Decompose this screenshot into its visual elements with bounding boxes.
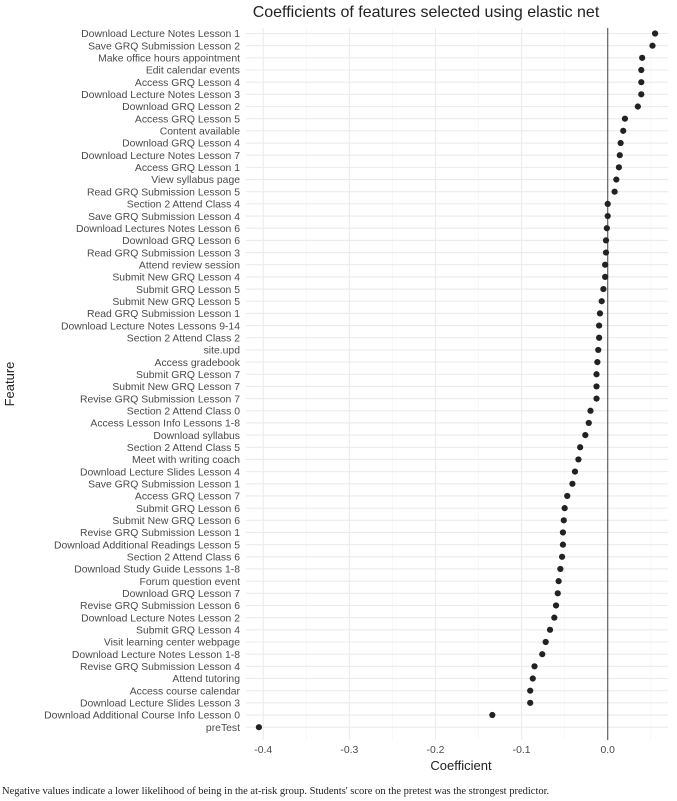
data-point	[622, 116, 628, 122]
y-tick-label: Make office hours appointment	[98, 53, 240, 65]
x-tick-label: -0.1	[512, 745, 531, 756]
y-tick-label: Download GRQ Lesson 6	[122, 236, 240, 248]
data-point	[602, 274, 608, 280]
y-tick-label: Download Lecture Slides Lesson 4	[80, 467, 240, 479]
y-tick-label: Submit GRQ Lesson 7	[136, 369, 240, 381]
y-tick-label: Save GRQ Submission Lesson 4	[88, 211, 240, 223]
data-point	[605, 201, 611, 207]
data-point	[586, 420, 592, 426]
y-tick-label: Submit New GRQ Lesson 7	[112, 382, 240, 394]
data-point	[599, 298, 605, 304]
y-tick-label: Content available	[159, 126, 240, 138]
y-tick-label: Access GRQ Lesson 7	[134, 491, 240, 503]
y-tick-label: Revise GRQ Submission Lesson 4	[80, 662, 240, 674]
y-tick-label: Access GRQ Lesson 4	[134, 77, 240, 89]
data-point	[638, 91, 644, 97]
data-point	[547, 627, 553, 633]
data-point	[593, 396, 599, 402]
data-point	[600, 286, 606, 292]
data-point	[597, 310, 603, 316]
x-tick-label: 0.0	[600, 745, 615, 756]
y-tick-label: Visit learning center webpage	[103, 637, 240, 649]
y-tick-label: Read GRQ Submission Lesson 3	[86, 248, 240, 260]
data-point	[489, 712, 495, 718]
y-tick-label: Submit GRQ Lesson 4	[136, 625, 240, 637]
y-tick-label: Submit GRQ Lesson 6	[136, 503, 240, 515]
y-tick-label: Section 2 Attend Class 6	[126, 552, 240, 564]
y-tick-label: Download Lecture Notes Lesson 1	[81, 29, 240, 41]
data-point	[527, 700, 533, 706]
plot-area	[246, 28, 668, 740]
y-tick-label: Download GRQ Lesson 4	[122, 138, 240, 150]
y-tick-label: Section 2 Attend Class 4	[126, 199, 240, 211]
data-point	[530, 675, 536, 681]
y-tick-label: Download Additional Course Info Lesson 0	[44, 710, 240, 722]
data-point	[587, 408, 593, 414]
data-point	[531, 663, 537, 669]
y-tick-label: site.upd	[203, 345, 240, 357]
data-point	[652, 30, 658, 36]
data-point	[635, 103, 641, 109]
y-tick-label: Submit New GRQ Lesson 4	[112, 272, 240, 284]
data-point	[595, 347, 601, 353]
x-axis-title: Coefficient	[430, 758, 492, 773]
y-tick-label: Attend review session	[138, 260, 240, 272]
y-tick-label: Submit New GRQ Lesson 6	[112, 516, 240, 527]
data-point	[559, 554, 565, 560]
data-point	[569, 481, 575, 487]
y-tick-label: Revise GRQ Submission Lesson 6	[80, 601, 240, 613]
y-tick-label: Read GRQ Submission Lesson 1	[86, 309, 240, 321]
y-tick-label: Download Lecture Notes Lesson 2	[81, 613, 240, 625]
data-point	[593, 383, 599, 389]
y-tick-label: Download Lecture Notes Lesson 3	[81, 90, 240, 102]
data-point	[582, 432, 588, 438]
data-point	[603, 237, 609, 243]
data-point	[553, 602, 559, 608]
y-tick-label: Download GRQ Lesson 2	[122, 102, 240, 114]
data-point	[620, 128, 626, 134]
data-point	[572, 469, 578, 475]
y-tick-label: preTest	[205, 722, 240, 734]
data-point	[560, 542, 566, 548]
y-tick-label: Access GRQ Lesson 1	[134, 163, 240, 175]
y-tick-label: Access gradebook	[154, 357, 240, 369]
grid-lines	[246, 28, 668, 740]
x-tick-label: -0.2	[426, 745, 445, 756]
y-tick-label: Download Study Guide Lessons 1-8	[74, 564, 240, 576]
x-axis-tick-labels	[254, 745, 615, 756]
data-point	[562, 505, 568, 511]
y-tick-label: Download Lecture Notes Lesson 1-8	[71, 649, 240, 661]
data-points	[256, 30, 658, 730]
y-tick-label: Forum question event	[139, 576, 240, 588]
y-tick-label: Revise GRQ Submission Lesson 7	[80, 394, 240, 406]
data-point	[638, 79, 644, 85]
data-point	[543, 639, 549, 645]
data-point	[564, 493, 570, 499]
data-point	[638, 67, 644, 73]
data-point	[551, 615, 557, 621]
y-tick-label: View syllabus page	[151, 175, 240, 187]
y-tick-label: Download syllabus	[153, 430, 240, 442]
chart-title: Coefficients of features selected using elastic net	[252, 4, 600, 21]
data-point	[594, 359, 600, 365]
y-tick-label: Section 2 Attend Class 0	[126, 406, 240, 418]
y-tick-label: Access course calendar	[129, 686, 240, 698]
y-tick-label: Meet with writing coach	[132, 455, 240, 467]
y-tick-label: Save GRQ Submission Lesson 2	[88, 41, 240, 53]
data-point	[560, 529, 566, 535]
y-tick-label: Submit GRQ Lesson 5	[136, 284, 240, 296]
data-point	[604, 225, 610, 231]
y-axis-tick-labels	[44, 29, 241, 734]
y-axis-title: Feature	[2, 361, 17, 407]
data-point	[605, 213, 611, 219]
data-point	[618, 140, 624, 146]
data-point	[539, 651, 545, 657]
y-tick-label: Read GRQ Submission Lesson 5	[86, 187, 240, 199]
x-tick-label: -0.3	[340, 745, 359, 756]
data-point	[616, 164, 622, 170]
y-tick-label: Download Lecture Notes Lesson 7	[81, 150, 240, 162]
y-tick-label: Section 2 Attend Class 2	[126, 333, 240, 345]
y-tick-label: Download Lecture Notes Lessons 9-14	[60, 321, 240, 333]
figure-caption: Negative values indicate a lower likelihood of being in the at-risk group. Students' score on the pretest was the strongest predictor.	[2, 786, 550, 797]
y-tick-label: Submit New GRQ Lesson 5	[112, 296, 240, 308]
data-point	[617, 152, 623, 158]
y-tick-label: Download Lecture Slides Lesson 3	[80, 698, 240, 710]
data-point	[256, 724, 262, 730]
y-tick-label: Download Lectures Notes Lesson 6	[75, 223, 240, 235]
data-point	[649, 43, 655, 49]
data-point	[575, 456, 581, 462]
data-point	[639, 55, 645, 61]
y-tick-label: Revise GRQ Submission Lesson 1	[80, 528, 240, 540]
y-tick-label: Access GRQ Lesson 5	[134, 114, 240, 126]
data-point	[557, 566, 563, 572]
data-point	[596, 335, 602, 341]
y-tick-label: Attend tutoring	[172, 674, 240, 686]
y-tick-label: Access Lesson Info Lessons 1-8	[90, 418, 240, 430]
y-tick-label: Save GRQ Submission Lesson 1	[88, 479, 240, 491]
data-point	[556, 578, 562, 584]
x-tick-label: -0.4	[254, 745, 273, 756]
data-point	[613, 176, 619, 182]
data-point	[603, 249, 609, 255]
data-point	[555, 590, 561, 596]
data-point	[577, 444, 583, 450]
data-point	[612, 189, 618, 195]
y-tick-label: Download GRQ Lesson 7	[122, 589, 240, 601]
data-point	[561, 517, 567, 523]
y-tick-label: Download Additional Readings Lesson 5	[53, 540, 240, 552]
data-point	[596, 322, 602, 328]
y-tick-label: Edit calendar events	[145, 65, 240, 77]
y-tick-label: Section 2 Attend Class 5	[126, 442, 240, 454]
data-point	[602, 262, 608, 268]
data-point	[593, 371, 599, 377]
data-point	[527, 688, 533, 694]
